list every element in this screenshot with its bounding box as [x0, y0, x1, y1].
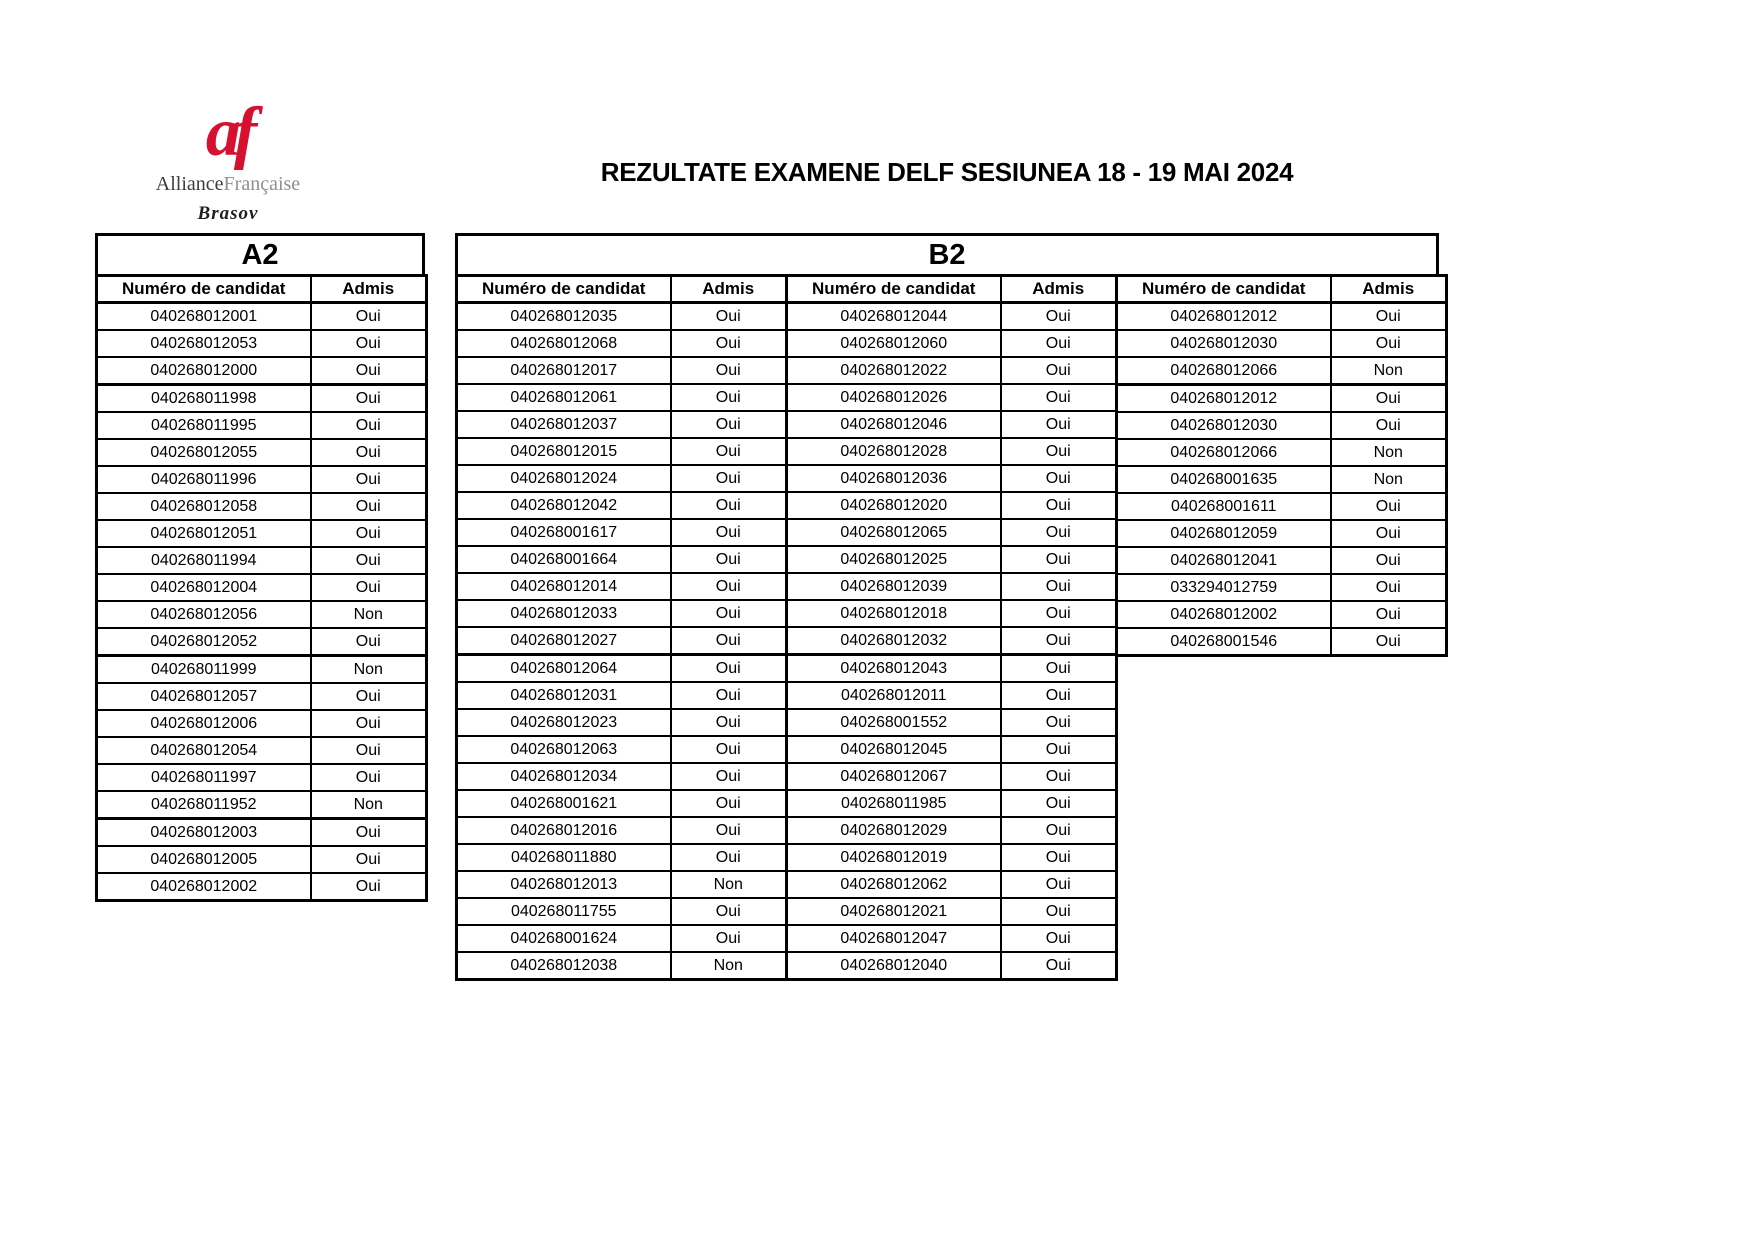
candidate-number-cell: 040268012002 [1117, 601, 1331, 628]
candidate-number-cell: 040268012040 [787, 952, 1001, 980]
candidate-number-cell: 040268012064 [457, 655, 671, 683]
candidate-number-cell: 040268012034 [457, 763, 671, 790]
admis-cell: Oui [671, 817, 787, 844]
admis-cell: Non [311, 791, 427, 819]
candidate-number-cell: 040268012054 [97, 737, 311, 764]
candidate-number-cell: 040268011880 [457, 844, 671, 871]
logo-city: Brasov [197, 203, 259, 224]
candidate-number-cell: 040268011995 [97, 412, 311, 439]
page-title: REZULTATE EXAMENE DELF SESIUNEA 18 - 19 MAI 2024 [600, 157, 1294, 187]
result-row [1117, 628, 1447, 656]
result-row [97, 385, 427, 413]
result-row [787, 925, 1117, 952]
admis-cell: Non [1331, 439, 1447, 466]
candidate-number-cell: 040268012027 [457, 627, 671, 655]
result-row [1117, 439, 1447, 466]
result-row [1117, 493, 1447, 520]
candidate-number-cell: 040268012022 [787, 357, 1001, 384]
result-row [457, 817, 787, 844]
admis-cell: Oui [1331, 412, 1447, 439]
candidate-number-cell: 040268012002 [97, 873, 311, 901]
candidate-number-cell: 040268012013 [457, 871, 671, 898]
logo-org-alliance: Alliance [155, 173, 224, 195]
result-row [457, 952, 787, 980]
candidate-number-cell: 040268012065 [787, 519, 1001, 546]
candidate-number-header: Numéro de candidat [1117, 276, 1331, 303]
admis-cell: Oui [671, 763, 787, 790]
admis-cell: Oui [1001, 303, 1117, 331]
candidate-number-header: Numéro de candidat [457, 276, 671, 303]
admis-cell: Oui [311, 547, 427, 574]
b2-group-1 [455, 274, 788, 981]
admis-cell: Oui [1331, 303, 1447, 331]
result-row [457, 871, 787, 898]
admis-cell: Oui [1001, 411, 1117, 438]
admis-cell: Oui [1001, 465, 1117, 492]
result-row [457, 600, 787, 627]
candidate-number-cell: 040268012035 [457, 303, 671, 331]
admis-cell: Oui [311, 357, 427, 385]
result-row [97, 791, 427, 819]
result-row [787, 898, 1117, 925]
admis-cell: Oui [1331, 385, 1447, 413]
candidate-number-cell: 040268012041 [1117, 547, 1331, 574]
admis-cell: Oui [311, 846, 427, 873]
candidate-number-cell: 040268012059 [1117, 520, 1331, 547]
admis-cell: Oui [671, 546, 787, 573]
admis-cell: Oui [311, 303, 427, 331]
admis-cell: Oui [311, 683, 427, 710]
admis-cell: Oui [1001, 627, 1117, 655]
admis-cell: Oui [311, 385, 427, 413]
candidate-number-cell: 040268012046 [787, 411, 1001, 438]
admis-cell: Oui [311, 710, 427, 737]
admis-cell: Oui [671, 573, 787, 600]
candidate-number-cell: 040268012020 [787, 492, 1001, 519]
candidate-number-cell: 040268012023 [457, 709, 671, 736]
admis-cell: Oui [311, 873, 427, 901]
admis-cell: Oui [311, 439, 427, 466]
candidate-number-cell: 040268012062 [787, 871, 1001, 898]
alliance-francaise-logo [128, 96, 328, 225]
candidate-number-cell: 040268012068 [457, 330, 671, 357]
admis-cell: Oui [1001, 519, 1117, 546]
candidate-number-cell: 040268012000 [97, 357, 311, 385]
result-row [1117, 330, 1447, 357]
candidate-number-cell: 040268011999 [97, 656, 311, 684]
result-row [97, 493, 427, 520]
candidate-number-cell: 040268012014 [457, 573, 671, 600]
admis-cell: Oui [671, 898, 787, 925]
result-row [787, 438, 1117, 465]
candidate-number-cell: 040268012038 [457, 952, 671, 980]
admis-cell: Oui [1001, 357, 1117, 384]
candidate-number-cell: 040268001611 [1117, 493, 1331, 520]
result-row [457, 546, 787, 573]
result-row [787, 600, 1117, 627]
admis-cell: Oui [671, 844, 787, 871]
admis-cell: Oui [671, 736, 787, 763]
candidate-number-cell: 040268012067 [787, 763, 1001, 790]
result-row [787, 492, 1117, 519]
result-row [787, 519, 1117, 546]
b2-group-3 [1115, 274, 1448, 657]
result-row [787, 330, 1117, 357]
result-row [787, 736, 1117, 763]
admis-cell: Oui [311, 520, 427, 547]
result-row [457, 709, 787, 736]
result-row [787, 790, 1117, 817]
logo-org-francaise: Française [223, 173, 301, 195]
candidate-number-cell: 040268012012 [1117, 385, 1331, 413]
candidate-number-cell: 040268001621 [457, 790, 671, 817]
result-row [457, 682, 787, 709]
candidate-number-cell: 040268012017 [457, 357, 671, 384]
result-row [97, 656, 427, 684]
admis-cell: Oui [1331, 574, 1447, 601]
admis-cell: Oui [671, 357, 787, 384]
admis-cell: Oui [1001, 790, 1117, 817]
result-row [457, 438, 787, 465]
result-row [97, 412, 427, 439]
admis-header: Admis [671, 276, 787, 303]
candidate-number-cell: 040268012005 [97, 846, 311, 873]
candidate-number-cell: 040268012037 [457, 411, 671, 438]
candidate-number-cell: 040268012001 [97, 303, 311, 331]
result-row [97, 710, 427, 737]
admis-cell: Oui [1001, 952, 1117, 980]
result-row [787, 709, 1117, 736]
admis-cell: Oui [1001, 330, 1117, 357]
admis-cell: Oui [671, 627, 787, 655]
candidate-number-cell: 040268012033 [457, 600, 671, 627]
admis-cell: Oui [671, 925, 787, 952]
result-row [787, 817, 1117, 844]
admis-cell: Oui [671, 384, 787, 411]
result-row [457, 627, 787, 655]
admis-cell: Oui [311, 764, 427, 791]
result-row [97, 439, 427, 466]
admis-cell: Oui [671, 600, 787, 627]
admis-cell: Oui [1331, 330, 1447, 357]
candidate-number-cell: 040268012030 [1117, 412, 1331, 439]
b2-column-header-row [787, 276, 1117, 303]
b2-table-body-2 [787, 303, 1117, 980]
result-row [1117, 412, 1447, 439]
admis-cell: Non [1331, 466, 1447, 493]
logo-org-name [128, 172, 328, 196]
result-row [97, 330, 427, 357]
admis-cell: Oui [1331, 547, 1447, 574]
result-row [787, 465, 1117, 492]
candidate-number-cell: 040268012019 [787, 844, 1001, 871]
candidate-number-cell: 040268011755 [457, 898, 671, 925]
b2-column-header-row [1117, 276, 1447, 303]
admis-cell: Non [311, 656, 427, 684]
admis-cell: Oui [1001, 546, 1117, 573]
admis-cell: Oui [1331, 628, 1447, 656]
a2-table-title: A2 [95, 233, 425, 277]
candidate-number-cell: 040268012043 [787, 655, 1001, 683]
candidate-number-cell: 040268012058 [97, 493, 311, 520]
result-row [97, 846, 427, 873]
admis-cell: Oui [1001, 898, 1117, 925]
candidate-number-cell: 040268012066 [1117, 357, 1331, 385]
candidate-number-cell: 040268012056 [97, 601, 311, 628]
admis-cell: Oui [311, 330, 427, 357]
admis-cell: Oui [1001, 655, 1117, 683]
b2-groups-row [455, 274, 1439, 981]
result-row [457, 411, 787, 438]
candidate-number-cell: 040268012004 [97, 574, 311, 601]
admis-cell: Oui [1001, 871, 1117, 898]
result-row [97, 520, 427, 547]
result-row [457, 465, 787, 492]
result-row [457, 790, 787, 817]
result-row [97, 737, 427, 764]
candidate-number-cell: 040268012042 [457, 492, 671, 519]
candidate-number-cell: 040268012025 [787, 546, 1001, 573]
result-row [787, 411, 1117, 438]
result-row [457, 384, 787, 411]
candidate-number-cell: 040268012060 [787, 330, 1001, 357]
admis-cell: Oui [671, 790, 787, 817]
candidate-number-cell: 040268011952 [97, 791, 311, 819]
admis-cell: Oui [671, 465, 787, 492]
candidate-number-cell: 040268012003 [97, 819, 311, 847]
admis-cell: Oui [671, 709, 787, 736]
admis-cell: Oui [311, 737, 427, 764]
b2-table-body-3 [1117, 303, 1447, 656]
result-row [1117, 520, 1447, 547]
candidate-number-cell: 040268012031 [457, 682, 671, 709]
result-row [787, 655, 1117, 683]
candidate-number-cell: 033294012759 [1117, 574, 1331, 601]
result-row [787, 303, 1117, 331]
result-row [457, 492, 787, 519]
candidate-number-cell: 040268012066 [1117, 439, 1331, 466]
candidate-number-cell: 040268012021 [787, 898, 1001, 925]
result-row [1117, 466, 1447, 493]
result-row [97, 357, 427, 385]
candidate-number-cell: 040268012012 [1117, 303, 1331, 331]
a2-column-header-row [97, 276, 427, 303]
candidate-number-cell: 040268012061 [457, 384, 671, 411]
a2-results-table [95, 233, 425, 902]
admis-cell: Oui [671, 438, 787, 465]
admis-cell: Oui [1001, 573, 1117, 600]
candidate-number-cell: 040268012030 [1117, 330, 1331, 357]
candidate-number-header: Numéro de candidat [787, 276, 1001, 303]
admis-cell: Oui [1001, 844, 1117, 871]
candidate-number-cell: 040268011985 [787, 790, 1001, 817]
admis-header: Admis [1331, 276, 1447, 303]
candidate-number-cell: 040268012006 [97, 710, 311, 737]
b2-results-table [455, 233, 1439, 981]
admis-cell: Oui [311, 493, 427, 520]
result-row [787, 546, 1117, 573]
candidate-number-cell: 040268012063 [457, 736, 671, 763]
result-row [457, 519, 787, 546]
admis-cell: Oui [1001, 492, 1117, 519]
candidate-number-cell: 040268011997 [97, 764, 311, 791]
result-row [457, 573, 787, 600]
result-row [97, 466, 427, 493]
result-row [457, 357, 787, 384]
result-row [787, 573, 1117, 600]
af-logo-mark: af [205, 94, 251, 171]
candidate-number-header: Numéro de candidat [97, 276, 311, 303]
admis-cell: Oui [1001, 384, 1117, 411]
result-row [97, 303, 427, 331]
b2-table-body-1 [457, 303, 787, 980]
admis-cell: Oui [671, 330, 787, 357]
candidate-number-cell: 040268012011 [787, 682, 1001, 709]
result-row [97, 601, 427, 628]
admis-cell: Oui [671, 682, 787, 709]
admis-cell: Oui [671, 303, 787, 331]
candidate-number-cell: 040268012057 [97, 683, 311, 710]
admis-cell: Non [311, 601, 427, 628]
result-row [787, 844, 1117, 871]
result-row [787, 627, 1117, 655]
candidate-number-cell: 040268001664 [457, 546, 671, 573]
candidate-number-cell: 040268012015 [457, 438, 671, 465]
admis-cell: Oui [311, 412, 427, 439]
result-row [457, 330, 787, 357]
candidate-number-cell: 040268012036 [787, 465, 1001, 492]
candidate-number-cell: 040268001635 [1117, 466, 1331, 493]
b2-group-2 [785, 274, 1118, 981]
b2-grid-3 [1115, 274, 1448, 657]
result-row [97, 574, 427, 601]
admis-cell: Oui [1001, 763, 1117, 790]
admis-cell: Non [671, 952, 787, 980]
candidate-number-cell: 040268012028 [787, 438, 1001, 465]
b2-grid-1 [455, 274, 788, 981]
candidate-number-cell: 040268012053 [97, 330, 311, 357]
result-row [1117, 303, 1447, 331]
candidate-number-cell: 040268012055 [97, 439, 311, 466]
candidate-number-cell: 040268012051 [97, 520, 311, 547]
result-row [787, 763, 1117, 790]
admis-cell: Oui [1331, 493, 1447, 520]
candidate-number-cell: 040268001546 [1117, 628, 1331, 656]
candidate-number-cell: 040268012018 [787, 600, 1001, 627]
admis-cell: Oui [1001, 736, 1117, 763]
a2-table-body [97, 303, 427, 901]
admis-cell: Oui [1331, 601, 1447, 628]
candidate-number-cell: 040268011996 [97, 466, 311, 493]
result-row [97, 819, 427, 847]
candidate-number-cell: 040268012016 [457, 817, 671, 844]
admis-cell: Oui [671, 655, 787, 683]
b2-table-title: B2 [455, 233, 1439, 277]
result-row [97, 683, 427, 710]
result-row [787, 357, 1117, 384]
admis-cell: Oui [311, 628, 427, 656]
admis-cell: Oui [671, 519, 787, 546]
result-row [457, 925, 787, 952]
candidate-number-cell: 040268012047 [787, 925, 1001, 952]
result-row [1117, 547, 1447, 574]
admis-cell: Non [1331, 357, 1447, 385]
result-row [457, 736, 787, 763]
candidate-number-cell: 040268012044 [787, 303, 1001, 331]
b2-grid-2 [785, 274, 1118, 981]
result-row [787, 682, 1117, 709]
candidate-number-cell: 040268012045 [787, 736, 1001, 763]
candidate-number-cell: 040268012029 [787, 817, 1001, 844]
admis-cell: Oui [1001, 438, 1117, 465]
candidate-number-cell: 040268001624 [457, 925, 671, 952]
admis-cell: Oui [671, 492, 787, 519]
result-row [787, 871, 1117, 898]
candidate-number-cell: 040268001617 [457, 519, 671, 546]
admis-cell: Oui [1001, 709, 1117, 736]
candidate-number-cell: 040268011998 [97, 385, 311, 413]
admis-cell: Oui [1001, 925, 1117, 952]
admis-cell: Oui [311, 819, 427, 847]
admis-header: Admis [1001, 276, 1117, 303]
result-row [787, 384, 1117, 411]
candidate-number-cell: 040268011994 [97, 547, 311, 574]
admis-header: Admis [311, 276, 427, 303]
candidate-number-cell: 040268012052 [97, 628, 311, 656]
result-row [1117, 357, 1447, 385]
result-row [1117, 574, 1447, 601]
result-row [787, 952, 1117, 980]
candidate-number-cell: 040268012039 [787, 573, 1001, 600]
candidate-number-cell: 040268012026 [787, 384, 1001, 411]
admis-cell: Oui [311, 466, 427, 493]
admis-cell: Non [671, 871, 787, 898]
admis-cell: Oui [1001, 600, 1117, 627]
result-row [457, 763, 787, 790]
result-row [97, 628, 427, 656]
result-row [1117, 601, 1447, 628]
result-row [457, 655, 787, 683]
candidate-number-cell: 040268001552 [787, 709, 1001, 736]
admis-cell: Oui [1331, 520, 1447, 547]
admis-cell: Oui [311, 574, 427, 601]
candidate-number-cell: 040268012024 [457, 465, 671, 492]
result-row [1117, 385, 1447, 413]
result-row [457, 303, 787, 331]
admis-cell: Oui [671, 411, 787, 438]
result-row [457, 898, 787, 925]
result-row [457, 844, 787, 871]
admis-cell: Oui [1001, 817, 1117, 844]
candidate-number-cell: 040268012032 [787, 627, 1001, 655]
result-row [97, 873, 427, 901]
b2-column-header-row [457, 276, 787, 303]
a2-grid [95, 274, 428, 902]
result-row [97, 764, 427, 791]
result-row [97, 547, 427, 574]
admis-cell: Oui [1001, 682, 1117, 709]
